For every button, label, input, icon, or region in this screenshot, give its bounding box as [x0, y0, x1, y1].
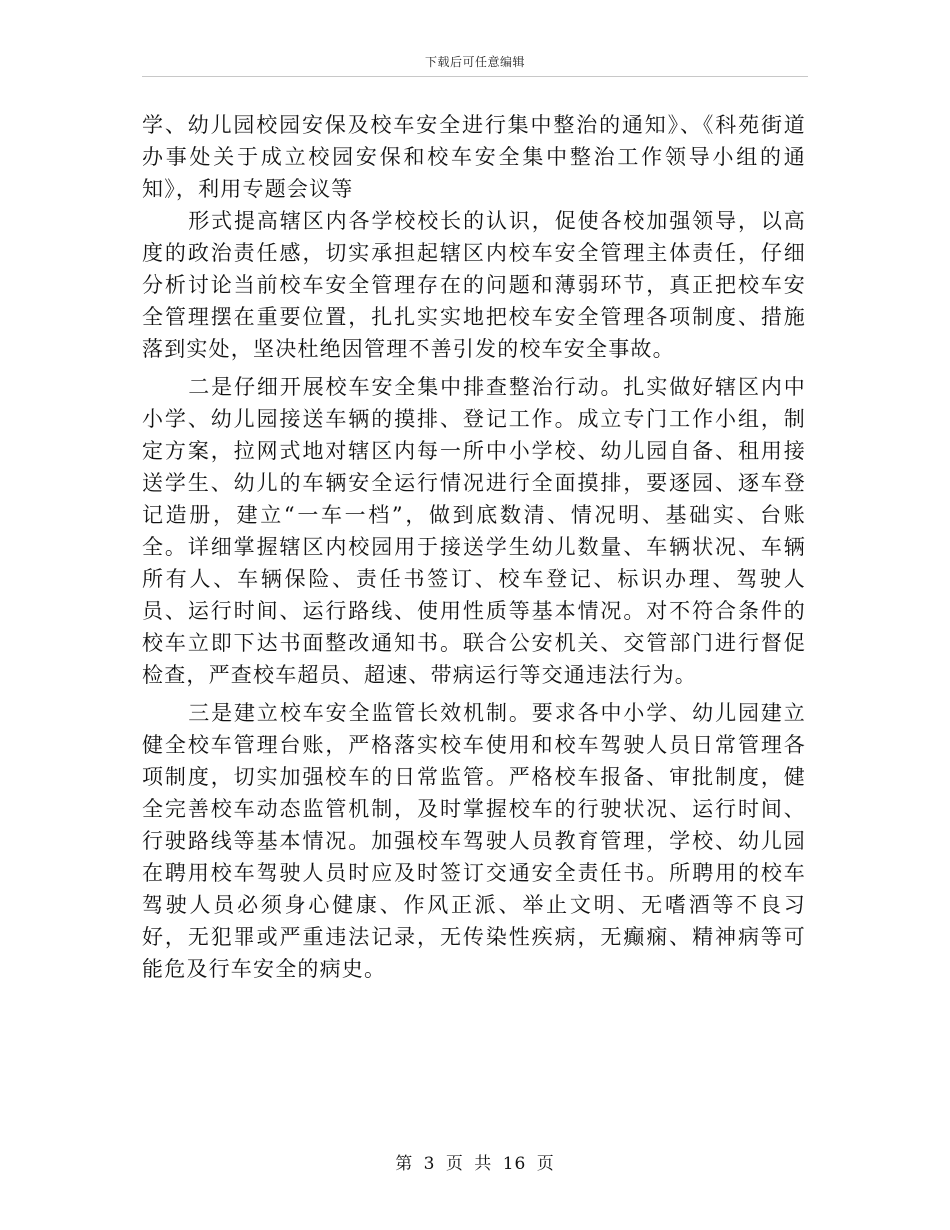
paragraph-inspection: 二是仔细开展校车安全集中排查整治行动。扎实做好辖区内中小学、幼儿园接送车辆的摸排、登记工作。成立专门工作小组，制定方案，拉网式地对辖区内每一所中小学校、幼儿园自备、租用接送学生、幼儿的车辆安全运行情况进行全面摸排，要逐园、逐车登记造册，建立“一车一档”，做到底数清、情况明、基础实、台账全。详细掌握辖区内校园用于接送学生幼儿数量、车辆状况、车辆所有人、车辆保险、责任书签订、校车登记、标识办理、驾驶人员、运行时间、运行路线、使用性质等基本情况。对不符合条件的校车立即下达书面整改通知书。联合公安机关、交管部门进行督促检查，严查校车超员、超速、带病运行等交通违法行为。: [142, 375, 806, 687]
page-number: 第 3 页 共 16 页: [395, 1154, 555, 1174]
paragraph-awareness: 形式提高辖区内各学校校长的认识，促使各校加强领导，以高度的政治责任感，切实承担起辖区内校车安全管理主体责任，仔细分析讨论当前校车安全管理存在的问题和薄弱环节，真正把校车安全管理摆在重要位置，扎扎实实地把校车安全管理各项制度、措施落到实处，坚决杜绝因管理不善引发的校车安全事故。: [142, 209, 806, 361]
paragraph-continuation: 学、幼儿园校园安保及校车安全进行集中整治的通知》、《科苑街道办事处关于成立校园安保和校车安全集中整治工作领导小组的通知》，利用专题会议等: [142, 113, 806, 201]
page-header: 下载后可任意编辑: [424, 55, 525, 69]
paragraph-mechanism: 三是建立校车安全监管长效机制。要求各中小学、幼儿园建立健全校车管理台账，严格落实校车使用和校车驾驶人员日常管理各项制度，切实加强校车的日常监管。严格校车报备、审批制度，健全完善校车动态监管机制，及时掌握校车的行驶状况、运行时间、行驶路线等基本情况。加强校车驾驶人员教育管理，学校、幼儿园在聘用校车驾驶人员时应及时签订交通安全责任书。所聘用的校车驾驶人员必须身心健康、作风正派、举止文明、无嗜酒等不良习好，无犯罪或严重违法记录，无传染性疾病，无癫痫、精神病等可能危及行车安全的病史。: [142, 701, 806, 981]
header-divider: [142, 76, 808, 77]
document-body: [142, 109, 806, 985]
